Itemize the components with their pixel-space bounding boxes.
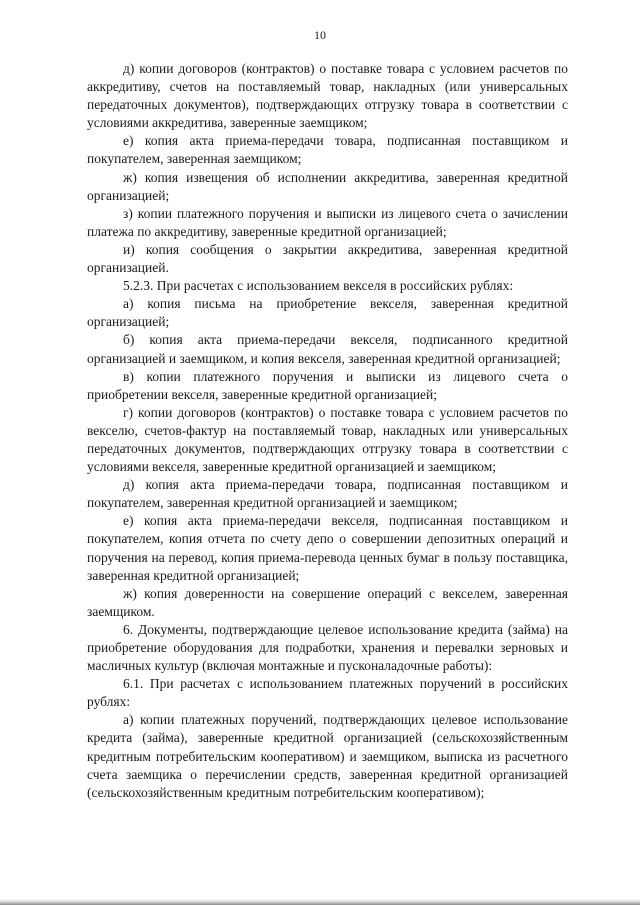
section-heading-5-2-3: 5.2.3. При расчетах с использованием векселя в российских рублях: (123, 278, 514, 294)
page-number: 10 (314, 28, 326, 42)
paragraph-z-payment-order: з) копии платежного поручения и выписки из лицевого счета о зачислении платежа по аккредитиву, заверенные кредитной организацией; (87, 205, 568, 239)
paragraph-e-bill-transfer-act: е) копия акта приема-передачи векселя, подписанная поставщиком и покупателем, копия отчета по счету депо о совершении депозитных операций и поручения на перевод, копия приема-перевода ценных бумаг в пользу поставщика, заверенная кредитной организацией; (87, 513, 568, 583)
paragraph-v-bill-payment: в) копии платежного поручения и выписки из лицевого счета о приобретении векселя, заверенные кредитной организацией; (87, 368, 568, 402)
paragraph-g-bill-contracts: г) копии договоров (контрактов) о поставке товара с условием расчетов по векселю, счетов-фактур на поставляемый товар, накладных или универсальных передаточных документов, подтверждающих отгрузку товара в соответствии с условиями векселя, заверенные кредитной организацией и заемщиком; (87, 404, 568, 475)
paragraph-b-bill-act: б) копия акта приема-передачи векселя, подписанного кредитной организацией и заемщиком, и копия векселя, заверенная кредитной организацией; (87, 332, 568, 366)
paragraph-d-goods-act: д) копия акта приема-передачи товара, подписанная поставщиком и покупателем, заверенная кредитной организацией и заемщиком; (87, 477, 568, 511)
section-heading-6: 6. Документы, подтверждающие целевое использование кредита (займа) на приобретение оборудования для подработки, хранения и перевалки зерновых и масличных культур (включая монтажные и пусконаладочные работы): (87, 621, 568, 674)
paragraph-zh-letter-of-credit-notice: ж) копия извещения об исполнении аккредитива, заверенная кредитной организацией; (87, 169, 568, 203)
paragraph-zh-power-of-attorney: ж) копия доверенности на совершение операций с векселем, заверенная заемщиком. (87, 585, 568, 619)
section-heading-6-1: 6.1. При расчетах с использованием платежных поручений в российских рублях: (87, 676, 568, 710)
paragraph-d-contracts: д) копии договоров (контрактов) о поставке товара с условием расчетов по аккредитиву, счетов на поставляемый товар, накладных (или универсальных передаточных документов), подтверждающих отгрузку товара в соответствии с условиями аккредитива, заверенные заемщиком; (87, 61, 568, 131)
paragraph-e-goods-act: е) копия акта приема-передачи товара, подписанная поставщиком и покупателем, заверенная заемщиком; (87, 133, 568, 167)
paragraph-a-payment-orders: а) копии платежных поручений, подтверждающих целевое использование кредита (займа), заверенные кредитной организацией (сельскохозяйственным кредитным потребительским кооперативом) и заемщиком, выписка из расчетного счета заемщика о перечислении средств, заверенная кредитной организацией (сельскохозяйственным кредитным потребительским кооперативом); (87, 712, 568, 800)
document-body (87, 60, 568, 802)
paragraph-a-bill-letter: а) копия письма на приобретение векселя, заверенная кредитной организацией; (87, 296, 568, 330)
paragraph-i-closing-notice: и) копия сообщения о закрытии аккредитива, заверенная кредитной организацией. (87, 241, 568, 276)
scan-edge (0, 899, 640, 905)
